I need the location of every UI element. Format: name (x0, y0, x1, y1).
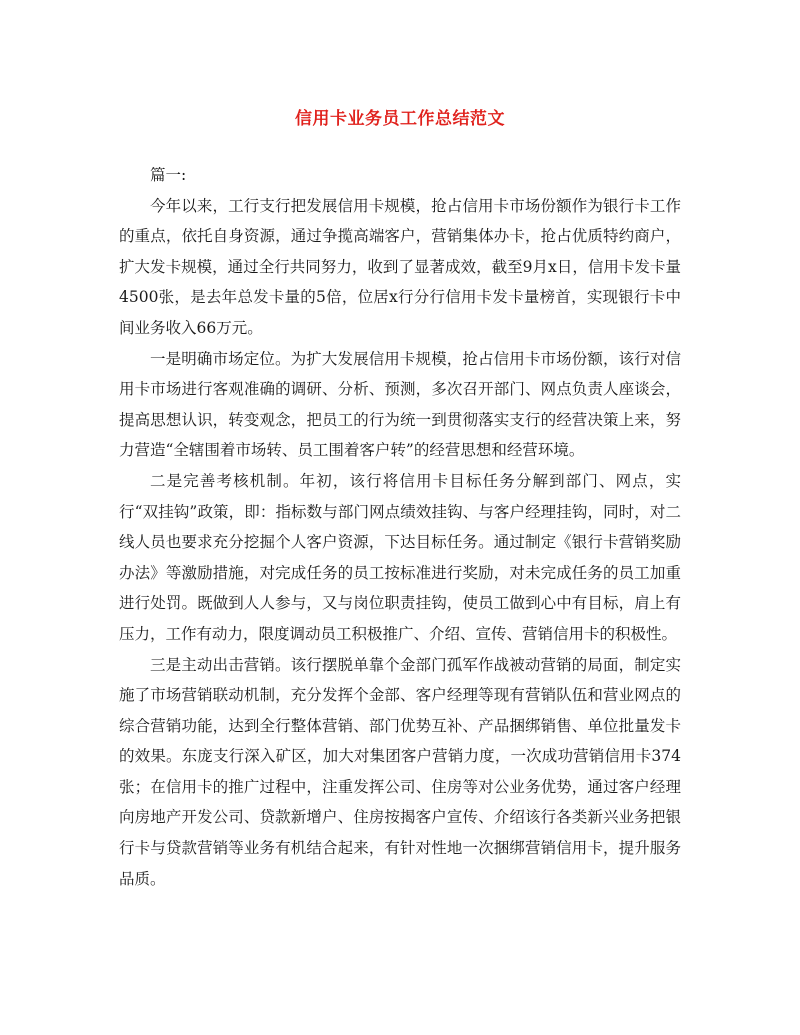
document-body (119, 160, 681, 894)
paragraph-section-label: 篇一: (150, 166, 187, 184)
document-title: 信用卡业务员工作总结范文 (295, 109, 505, 129)
paragraph-intro: 今年以来，工行支行把发展信用卡规模，抢占信用卡市场份额作为银行卡工作的重点，依托自身资源，通过争揽高端客户，营销集体办卡，抢占优质特约商户，扩大发卡规模，通过全行共同努力，收到了显著成效，截至9月x日，信用卡发卡量4500张，是去年总发卡量的5倍，位居x行分行信用卡发卡量榜首，实现银行卡中间业务收入66万元。 (119, 196, 681, 337)
paragraph-active-marketing: 三是主动出击营销。该行摆脱单靠个金部门孤军作战被动营销的局面，制定实施了市场营销联动机制，充分发挥个金部、客户经理等现有营销队伍和营业网点的综合营销功能，达到全行整体营销、部门优势互补、产品捆绑销售、单位批量发卡的效果。东庞支行深入矿区，加大对集团客户营销力度，一次成功营销信用卡374张；在信用卡的推广过程中，注重发挥公司、住房等对公业务优势，通过客户经理向房地产开发公司、贷款新增户、住房按揭客户宣传、介绍该行各类新兴业务把银行卡与贷款营销等业务有机结合起来，有针对性地一次捆绑营销信用卡，提升服务品质。 (119, 655, 681, 888)
paragraph-assessment-mechanism: 二是完善考核机制。年初，该行将信用卡目标任务分解到部门、网点，实行“双挂钩”政策，即：指标数与部门网点绩效挂钩、与客户经理挂钩，同时，对二线人员也要求充分挖掘个人客户资源，下达目标任务。通过制定《银行卡营销奖励办法》等激励措施，对完成任务的员工按标准进行奖励，对未完成任务的员工加重进行处罚。既做到人人参与，又与岗位职责挂钩，使员工做到心中有目标，肩上有压力，工作有动力，限度调动员工积极推广、介绍、宣传、营销信用卡的积极性。 (119, 471, 681, 643)
paragraph-market-positioning: 一是明确市场定位。为扩大发展信用卡规模，抢占信用卡市场份额，该行对信用卡市场进行客观准确的调研、分析、预测，多次召开部门、网点负责人座谈会，提高思想认识，转变观念，把员工的行为统一到贯彻落实支行的经营决策上来，努力营造“全辖围着市场转、员工围着客户转”的经营思想和经营环境。 (119, 349, 681, 460)
